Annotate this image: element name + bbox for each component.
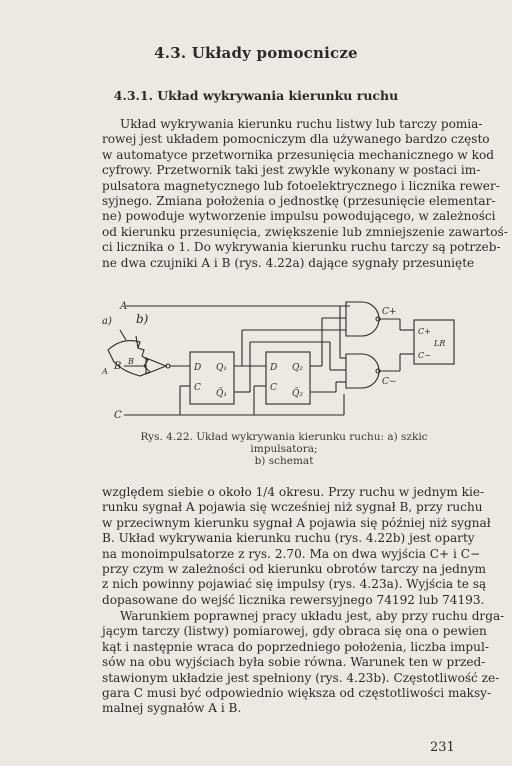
text-line: na monoimpulsatorze z rys. 2.70. Ma on dwa wyjścia C+ i C− bbox=[102, 546, 481, 561]
counter-lr-label: LR bbox=[434, 339, 446, 348]
text-line: runku sygnał A pojawia się wcześniej niż sygnał B, przy ruchu bbox=[102, 500, 483, 515]
label-a: a) bbox=[102, 316, 112, 327]
text-line: przy czym w zależności od kierunku obrotów tarczy na jednym bbox=[102, 562, 487, 577]
nand-gate-upper bbox=[346, 302, 379, 336]
text-line: ne dwa czujniki A i B (rys. 4.22a) dające sygnały przesunięte bbox=[102, 255, 475, 270]
subsection-title: 4.3.1. Układ wykrywania kierunku ruchu bbox=[113, 88, 399, 103]
text-line: Układ wykrywania kierunku ruchu listwy lub tarczy pomia- bbox=[120, 117, 483, 131]
text-line: w automatyce przetwornika przesunięcia mechanicznego w kod bbox=[102, 147, 494, 162]
text-line: ci licznika o 1. Do wykrywania kierunku ruchu tarczy są potrzeb- bbox=[102, 240, 501, 255]
text-line: z nich powinny pojawiać się impulsy (rys. 4.23a). Wyjścia te są bbox=[102, 577, 487, 592]
ff2-q-label: Q₂ bbox=[292, 363, 303, 373]
page-number: 231 bbox=[430, 740, 455, 755]
text-line: dopasowane do wejść licznika rewersyjnego 74192 lub 74193. bbox=[102, 592, 485, 607]
sketch-label-a: A bbox=[102, 367, 108, 376]
flip-flop-1 bbox=[190, 352, 234, 404]
ff1-q-label: Q₁ bbox=[216, 363, 227, 373]
counter-cminus-label: C− bbox=[418, 351, 431, 360]
text-line: sów na obu wyjściach była sobie równa. Warunek ten w przed- bbox=[102, 655, 486, 670]
ff2-qbar-label: Q̄₂ bbox=[292, 389, 303, 399]
text-line: gara C musi być odpowiednio większa od częstotliwości maksy- bbox=[102, 686, 492, 701]
figure-part-b-label: b) bbox=[136, 312, 149, 326]
signal-c-label: C bbox=[114, 410, 122, 421]
circuit-figure bbox=[100, 292, 460, 427]
text-line: B. Układ wykrywania kierunku ruchu (rys. 4.22b) jest oparty bbox=[102, 531, 475, 546]
figure-caption bbox=[110, 431, 458, 467]
counter-cplus-label: C+ bbox=[418, 327, 431, 336]
section-title: 4.3. Układy pomocnicze bbox=[154, 44, 358, 62]
sketch-label-b: B bbox=[128, 357, 134, 366]
paragraph-3 bbox=[102, 609, 505, 717]
text-line: syjnego. Zmiana położenia o jednostkę (przesunięcie elementar- bbox=[102, 194, 496, 209]
ff1-c-label: C bbox=[194, 383, 201, 393]
flip-flop-2 bbox=[266, 352, 310, 404]
text-line: malnej sygnałów A i B. bbox=[102, 701, 242, 716]
text-line: cyfrowy. Przetwornik taki jest zwykle wykonany w postaci im- bbox=[102, 163, 481, 178]
signal-a-label: A bbox=[120, 301, 128, 312]
ff2-c-label: C bbox=[270, 383, 277, 393]
out-cplus-label: C+ bbox=[382, 307, 397, 317]
text-line: Warunkiem poprawnej pracy układu jest, aby przy ruchu drga- bbox=[120, 609, 505, 623]
text-line: ne) powoduje wytworzenie impulsu powodującego, w zależności bbox=[102, 209, 496, 224]
ff2-d-label: D bbox=[270, 363, 278, 373]
text-line: w przeciwnym kierunku sygnał A pojawia się później niż sygnał bbox=[102, 515, 491, 530]
paragraph-1 bbox=[102, 117, 508, 271]
text-line: kąt i następnie wraca do poprzedniego położenia, liczba impul- bbox=[102, 639, 489, 654]
ff1-d-label: D bbox=[194, 363, 202, 373]
caption-line-2: b) schemat bbox=[254, 455, 314, 467]
out-cminus-label: C− bbox=[382, 377, 397, 387]
text-line: jącym tarczy (listwy) pomiarowej, gdy obraca się ona o pewien bbox=[102, 624, 487, 639]
text-line: pulsatora magnetycznego lub fotoelektrycznego i licznika rewer- bbox=[102, 178, 500, 193]
caption-line-1: Rys. 4.22. Układ wykrywania kierunku ruchu: a) szkic impulsatora; bbox=[140, 431, 428, 455]
text-line: stawionym układzie jest spełniony (rys. 4.23b). Częstotliwość ze- bbox=[102, 670, 500, 685]
ff1-qbar-label: Q̄₁ bbox=[216, 389, 227, 399]
text-line: od kierunku przesunięcia, zwiększenie lub zmniejszenie zawartoś- bbox=[102, 224, 508, 239]
text-line: względem siebie o około 1/4 okresu. Przy ruchu w jednym kie- bbox=[102, 485, 485, 499]
paragraph-2 bbox=[102, 485, 491, 608]
nand-gate-lower bbox=[346, 354, 379, 388]
text-line: rowej jest układem pomocniczym dla używanego bardzo często bbox=[102, 132, 490, 147]
signal-b-label: B bbox=[114, 361, 122, 372]
